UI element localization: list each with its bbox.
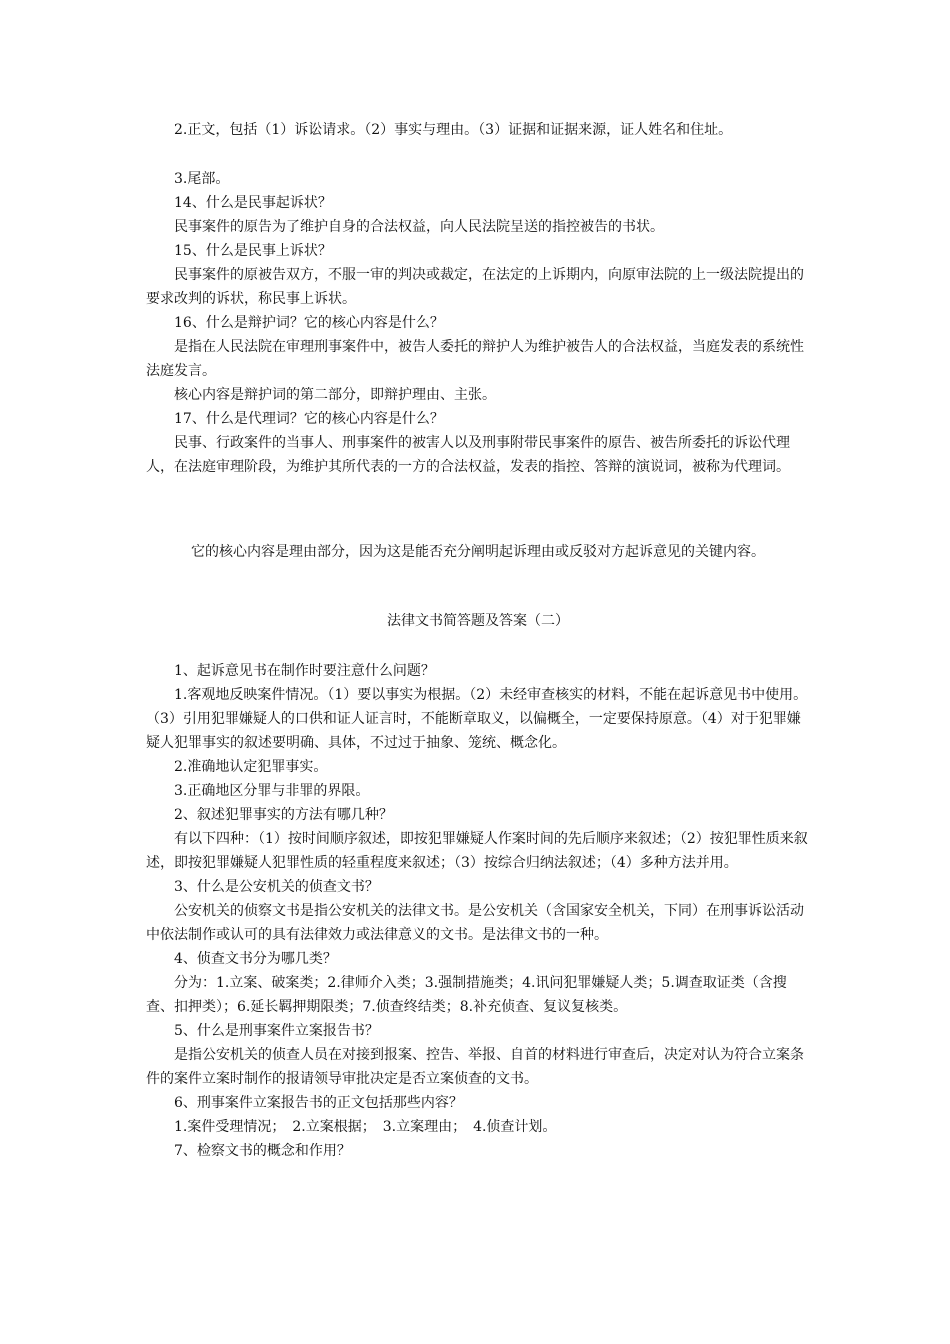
question-2: 2、叙述犯罪事实的方法有哪几种？: [174, 807, 393, 823]
answer-3: 公安机关的侦察文书是指公安机关的法律文书。是公安机关（含国家安全机关，下同）在刑事诉讼活动中依法制作或认可的具有法律效力或法律意义的文书。是法律文书的一种。: [146, 903, 804, 943]
answer-2: 有以下四种：（1）按时间顺序叙述，即按犯罪嫌疑人作案时间的先后顺序来叙述；（2）按犯罪性质来叙述，即按犯罪嫌疑人犯罪性质的轻重程度来叙述；（3）按综合归纳法叙述；（4）多种方法并用。: [146, 831, 808, 871]
answer-5: 是指公安机关的侦查人员在对接到报案、控告、举报、自首的材料进行审查后，决定对认为符合立案条件的案件立案时制作的报请领导审批决定是否立案侦查的文书。: [146, 1047, 804, 1087]
question-16: 16、什么是辩护词？它的核心内容是什么？: [174, 315, 444, 331]
qa-block-part1: [146, 191, 810, 479]
question-3: 3、什么是公安机关的侦查文书？: [174, 879, 379, 895]
answer-1-point-2: 2.准确地认定犯罪事实。: [174, 759, 328, 775]
answer-1-point-3: 3.正确地区分罪与非罪的界限。: [174, 783, 370, 799]
answer-16-core: 核心内容是辩护词的第二部分，即辩护理由、主张。: [174, 387, 496, 403]
answer-17: 民事、行政案件的当事人、刑事案件的被害人以及刑事附带民事案件的原告、被告所委托的诉讼代理人，在法庭审理阶段，为维护其所代表的一方的合法权益，发表的指控、答辩的演说词，被称为代理词。: [146, 435, 790, 475]
question-15: 15、什么是民事上诉状？: [174, 243, 332, 259]
answer-1: 1.客观地反映案件情况。（1）要以事实为根据。（2）未经审查核实的材料，不能在起诉意见书中使用。（3）引用犯罪嫌疑人的口供和证人证言时，不能断章取义，以偏概全，一定要保持原意。（4）对于犯罪嫌疑人犯罪事实的叙述要明确、具体，不过过于抽象、笼统、概念化。: [146, 687, 808, 751]
paragraph-body-section: 2.正文，包括（1）诉讼请求。（2）事实与理由。（3）证据和证据来源，证人姓名和住址。: [174, 122, 733, 138]
question-5: 5、什么是刑事案件立案报告书？: [174, 1023, 379, 1039]
question-1: 1、起诉意见书在制作时要注意什么问题？: [174, 663, 435, 679]
answer-4: 分为：1.立案、破案类；2.律师介入类；3.强制措施类；4.讯问犯罪嫌疑人类；5.调查取证类（含搜查、扣押类）；6.延长羁押期限类；7.侦查终结类；8.补充侦查、复议复核类。: [146, 975, 787, 1015]
qa-block-part2: [146, 659, 810, 1163]
answer-14: 民事案件的原告为了维护自身的合法权益，向人民法院呈送的指控被告的书状。: [174, 219, 664, 235]
answer-6: 1.案件受理情况； 2.立案根据； 3.立案理由； 4.侦查计划。: [174, 1119, 557, 1135]
question-17: 17、什么是代理词？它的核心内容是什么？: [174, 411, 444, 427]
question-14: 14、什么是民事起诉状？: [174, 195, 332, 211]
answer-16: 是指在人民法院在审理刑事案件中，被告人委托的辩护人为维护被告人的合法权益，当庭发表的系统性法庭发言。: [146, 339, 804, 379]
question-4: 4、侦查文书分为哪几类？: [174, 951, 337, 967]
answer-15: 民事案件的原被告双方，不服一审的判决或裁定，在法定的上诉期内，向原审法院的上一级法院提出的要求改判的诉状，称民事上诉状。: [146, 267, 804, 307]
question-7: 7、检察文书的概念和作用？: [174, 1143, 351, 1159]
answer-17-core: 它的核心内容是理由部分，因为这是能否充分阐明起诉理由或反驳对方起诉意见的关键内容。: [191, 544, 765, 560]
paragraph-end-section: 3.尾部。: [174, 171, 230, 187]
question-6: 6、刑事案件立案报告书的正文包括那些内容？: [174, 1095, 463, 1111]
section-title: 法律文书简答题及答案（二）: [387, 613, 569, 629]
